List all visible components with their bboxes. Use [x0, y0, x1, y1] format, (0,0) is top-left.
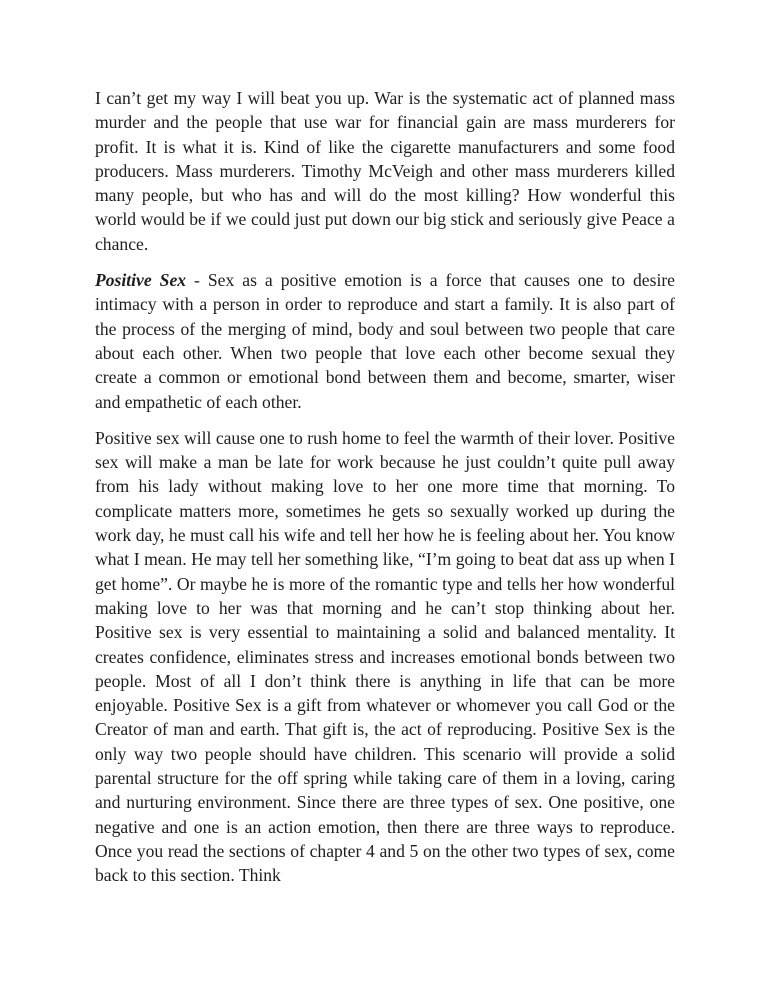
paragraph-positive-sex-description — [95, 426, 675, 888]
document-page — [95, 86, 675, 900]
paragraph-war — [95, 86, 675, 256]
paragraph-text: I can’t get my way I will beat you up. War is the systematic act of planned mass murder and the people that use war for financial gain are mass murderers for profit. It is what it is. Kind of like the cigarette manufacturers and some food producers. Mass murderers. Timothy McVeigh and other mass murderers killed many people, but who has and will do the most killing? How wonderful this world would be if we could just put down our big stick and seriously give Peace a chance. — [95, 88, 675, 254]
paragraph-text: Positive sex will cause one to rush home to feel the warmth of their lover. Positive sex will make a man be late for work because he just couldn’t quite pull away from his lady without making love to her one more time that morning. To complicate matters more, sometimes he gets so sexually worked up during the work day, he must call his wife and tell her how he is feeling about her. You know what I mean. He may tell her something like, “I’m going to beat dat ass up when I get home”. Or maybe he is more of the romantic type and tells her how wonderful making love to her was that morning and he can’t stop thinking about her. Positive sex is very essential to maintaining a solid and balanced mentality. It creates confidence, eliminates stress and increases emotional bonds between two people. Most of all I don’t think there is anything in life that can be more enjoyable. Positive Sex is a gift from whatever or whomever you call God or the Creator of man and earth. That gift is, the act of reproducing. Positive Sex is the only way two people should have children. This scenario will provide a solid parental structure for the off spring while taking care of them in a loving, caring and nurturing environment. Since there are three types of sex. One positive, one negative and one is an action emotion, then there are three ways to reproduce. Once you read the sections of chapter 4 and 5 on the other two types of sex, come back to this section. Think — [95, 427, 675, 886]
paragraph-positive-sex-definition — [95, 268, 675, 414]
paragraph-text: - Sex as a positive emotion is a force that causes one to desire intimacy with a person in order to reproduce and start a family. It is also part of the process of the merging of mind, body and soul between two people that care about each other. When two people that love each other become sexual they create a common or emotional bond between them and become, smarter, wiser and empathetic of each other. — [95, 270, 675, 412]
section-heading: Positive Sex — [95, 270, 187, 291]
